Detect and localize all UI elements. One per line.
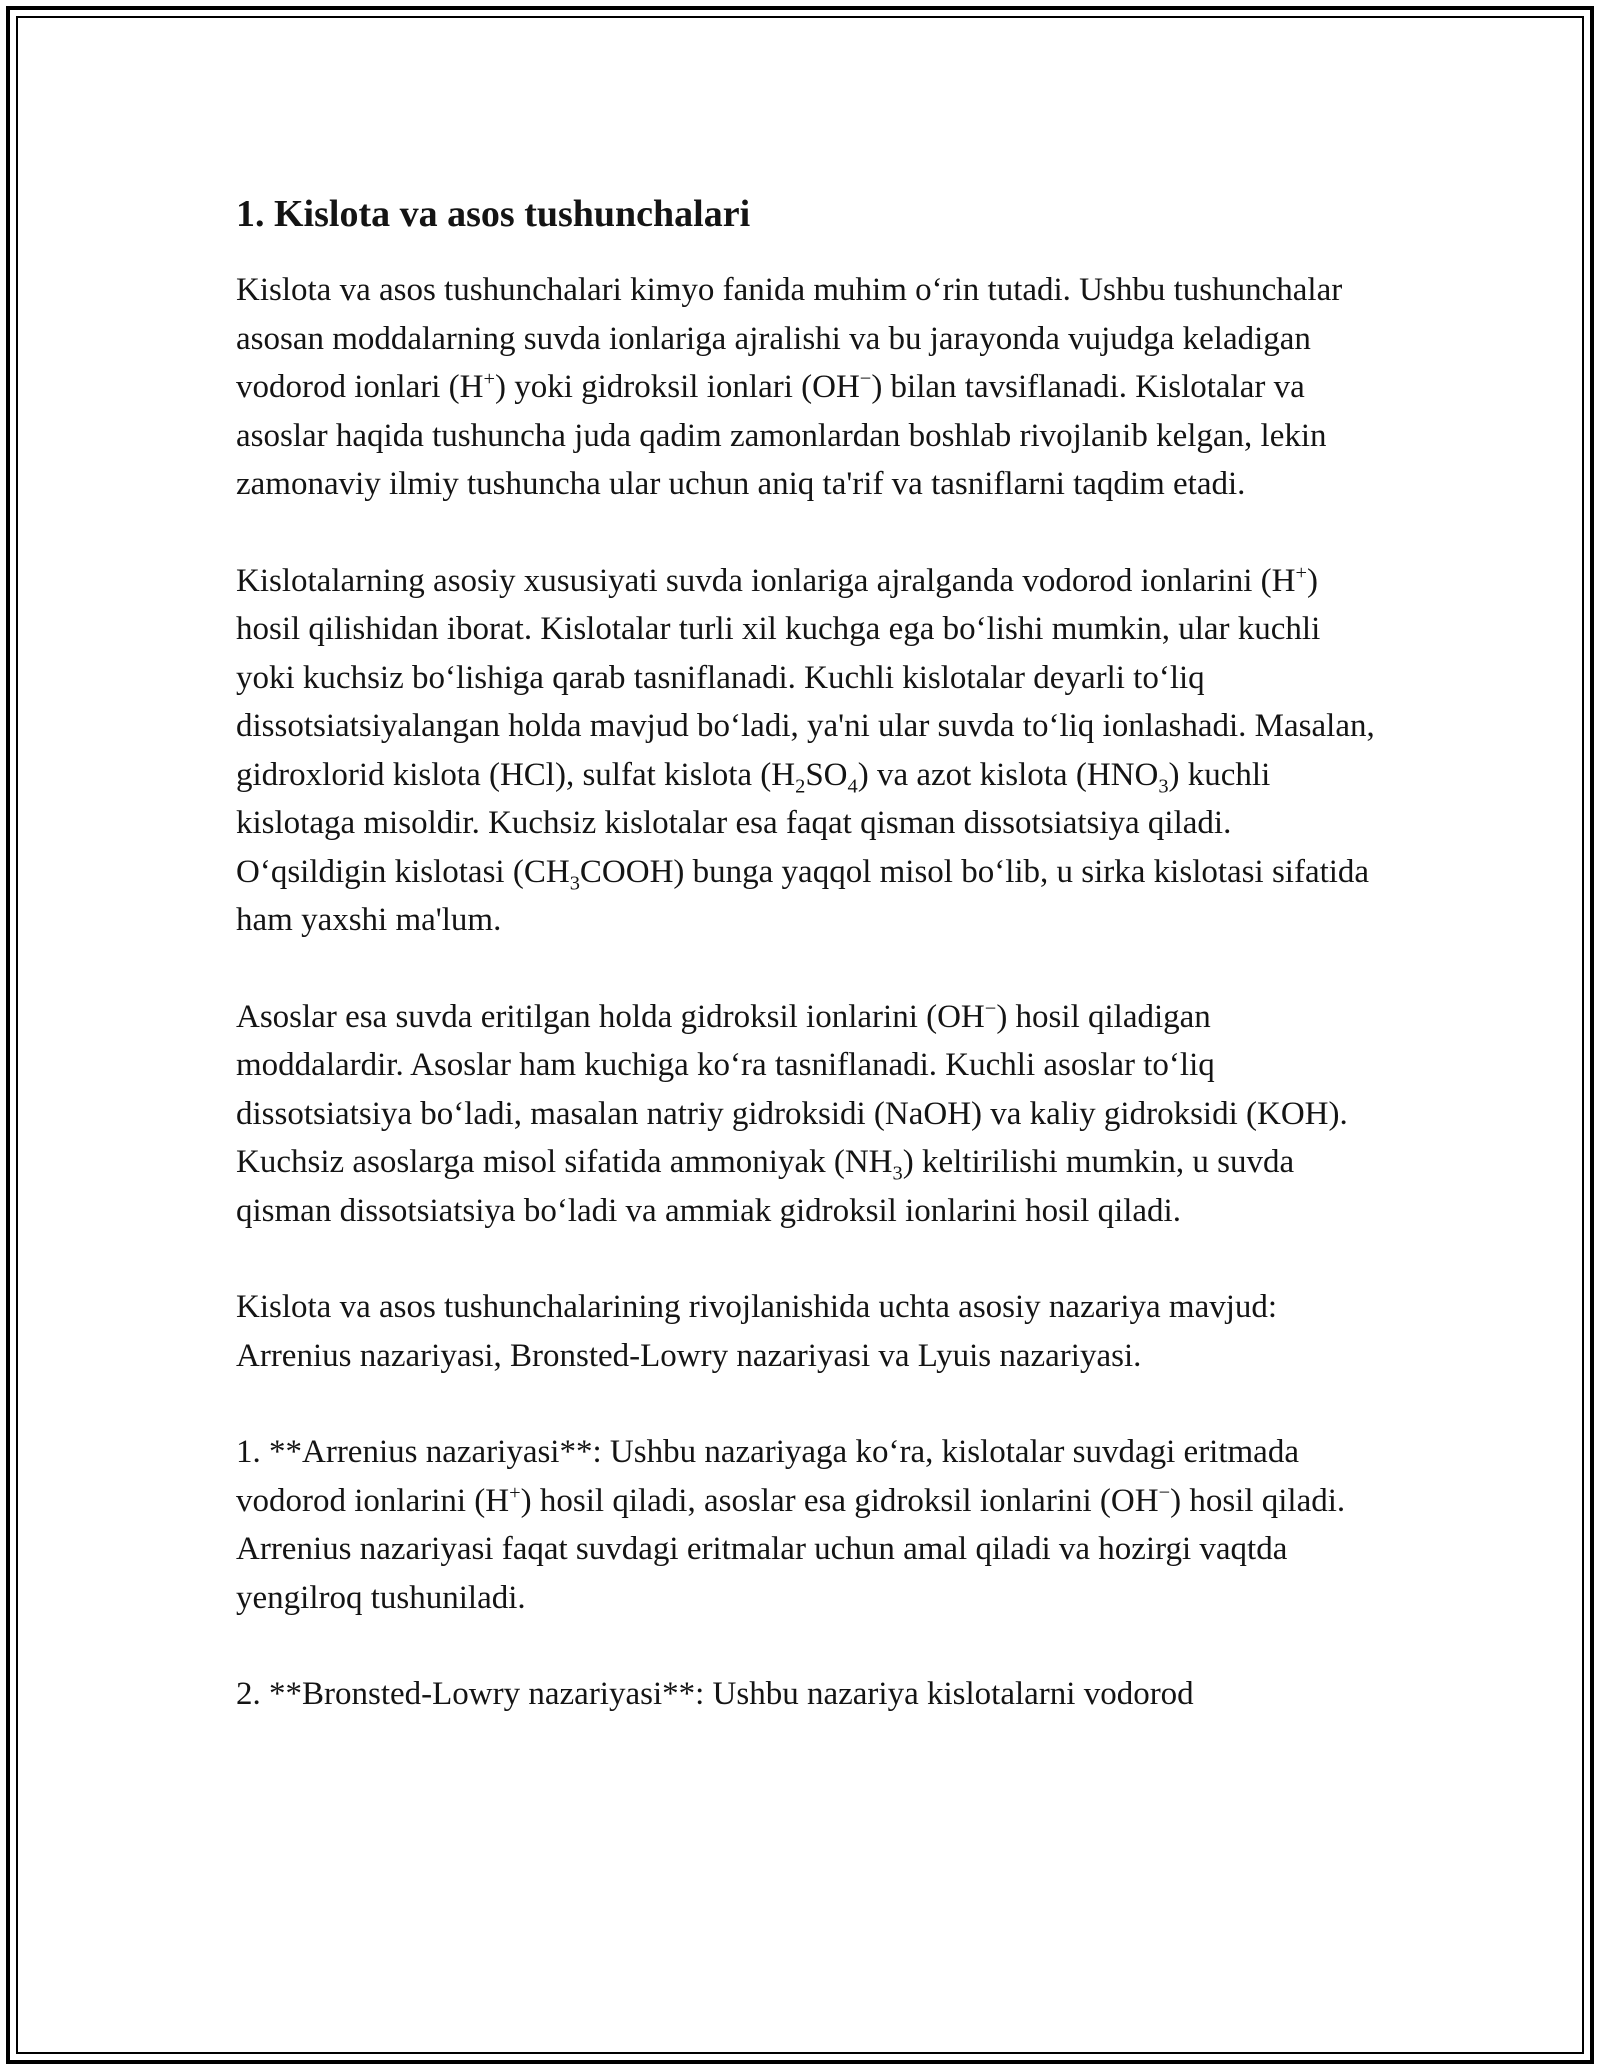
text-run: SO xyxy=(805,756,848,793)
paragraph xyxy=(236,993,1376,1236)
text-run: ) bilan tavsiflanadi. Kislotalar va asoslar haqida tushuncha juda qadim zamonlardan boshlab rivojlanib kelgan, lekin zamonaviy ilmiy tushuncha ular uchun aniq ta'rif va tasniflarni taqdim etadi. xyxy=(236,369,1327,502)
subscript: 3 xyxy=(892,1162,903,1185)
paragraph xyxy=(236,1670,1376,1719)
paragraph xyxy=(236,1428,1376,1622)
text-run: Kislota va asos tushunchalari kimyo fanida muhim o‘rin tutadi. Ushbu tushunchalar asosan moddalarning suvda ionlariga ajralishi va bu jarayonda vujudga keladigan vodorod ionlari (H xyxy=(236,272,1343,405)
superscript: + xyxy=(509,1481,521,1504)
text-run: Kislotalarning asosiy xususiyati suvda ionlariga ajralganda vodorod ionlarini (H xyxy=(236,562,1296,599)
paragraph xyxy=(236,266,1376,509)
text-run: ) keltirilishi mumkin, u suvda qisman dissotsiatsiya bo‘ladi va ammiak gidroksil ionlarini hosil qiladi. xyxy=(236,1144,1295,1229)
subscript: 3 xyxy=(1158,775,1169,798)
subscript: 2 xyxy=(795,775,806,798)
superscript: − xyxy=(1158,1481,1171,1504)
superscript: + xyxy=(1295,561,1307,584)
text-run: ) va azot kislota (HNO xyxy=(857,756,1159,793)
text-run: ) hosil qilishidan iborat. Kislotalar turli xil kuchga ega bo‘lishi mumkin, ular kuchli yoki kuchsiz bo‘lishiga qarab tasniflanadi. Kuchli kislotalar deyarli to‘liq dissotsiatsiyalangan holda mavjud bo‘ladi, ya'ni ular suvda to‘liq ionlashadi. Masalan, gidroxlorid kislota (HCl), sulfat kislota (H xyxy=(236,562,1375,793)
text-run: 2. **Bronsted-Lowry nazariyasi**: Ushbu nazariya kislotalarni vodorod xyxy=(236,1676,1194,1712)
document-body xyxy=(236,190,1376,1767)
superscript: − xyxy=(859,368,872,390)
paragraphs-container xyxy=(236,266,1376,1719)
text-run: COOH) bunga yaqqol misol bo‘lib, u sirka kislotasi sifatida ham yaxshi ma'lum. xyxy=(236,853,1370,938)
text-run: ) hosil qiladi, asoslar esa gidroksil ionlarini (OH xyxy=(520,1482,1159,1519)
text-run: ) yoki gidroksil ionlari (OH xyxy=(494,369,860,405)
text-run: 1. **Arrenius nazariyasi**: Ushbu nazariyaga ko‘ra, kislotalar suvdagi eritmada vodorod ionlarini (H xyxy=(236,1434,1299,1519)
text-run: Asoslar esa suvda eritilgan holda gidroksil ionlarini (OH xyxy=(236,998,985,1035)
section-heading: 1. Kislota va asos tushunchalari xyxy=(236,193,751,235)
text-run: ) hosil qiladigan moddalardir. Asoslar ham kuchiga ko‘ra tasniflanadi. Kuchli asoslar to‘liq dissotsiatsiya bo‘ladi, masalan natriy gidroksidi (NaOH) va kaliy gidroksidi (KOH). Kuchsiz asoslarga misol sifatida ammoniyak (NH xyxy=(236,998,1348,1180)
text-run: ) hosil qiladi. Arrenius nazariyasi faqat suvdagi eritmalar uchun amal qiladi va hozirgi vaqtda yengilroq tushuniladi. xyxy=(236,1482,1346,1616)
text-run: Kislota va asos tushunchalarining rivojlanishida uchta asosiy nazariya mavjud: Arrenius nazariyasi, Bronsted-Lowry nazariyasi va Lyuis nazariyasi. xyxy=(236,1289,1278,1374)
superscript: − xyxy=(984,997,997,1020)
superscript: + xyxy=(483,368,495,390)
subscript: 3 xyxy=(569,872,580,895)
paragraph xyxy=(236,557,1376,945)
subscript: 4 xyxy=(847,775,858,798)
text-run: ) kuchli kislotaga misoldir. Kuchsiz kislotalar esa faqat qisman dissotsiatsiya qiladi. O‘qsildigin kislotasi (CH xyxy=(236,756,1271,890)
paragraph xyxy=(236,1283,1376,1380)
